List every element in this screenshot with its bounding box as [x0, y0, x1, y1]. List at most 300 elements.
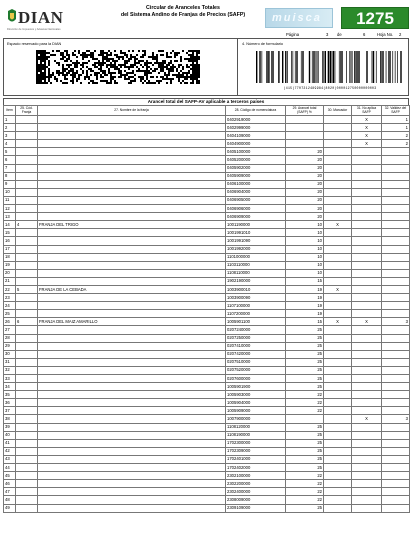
cell-arancel-total: 25	[286, 439, 324, 447]
cell-item: 11	[4, 196, 16, 204]
cell-validez	[382, 237, 410, 245]
cell-cod-franja	[16, 399, 38, 407]
cell-item: 25	[4, 310, 16, 318]
cell-no-aplica	[352, 237, 382, 245]
cell-item: 7	[4, 164, 16, 172]
cell-nombre-franja	[38, 261, 226, 269]
cell-codigo-nomenclatura: 1005909000	[226, 407, 286, 415]
cell-marcador	[324, 261, 352, 269]
cell-cod-franja	[16, 261, 38, 269]
cell-marcador	[324, 447, 352, 455]
cell-item: 12	[4, 205, 16, 213]
cell-validez: 2	[382, 132, 410, 140]
cell-item: 31	[4, 358, 16, 366]
cell-cod-franja	[16, 496, 38, 504]
cell-cod-franja	[16, 464, 38, 472]
cell-nombre-franja	[38, 383, 226, 391]
cell-cod-franja: 4	[16, 221, 38, 229]
cell-nombre-franja	[38, 245, 226, 253]
cell-marcador	[324, 156, 352, 164]
table-row	[4, 188, 410, 196]
cell-nombre-franja	[38, 164, 226, 172]
cell-validez	[382, 261, 410, 269]
table-row	[4, 358, 410, 366]
cell-cod-franja: 5	[16, 285, 38, 293]
cell-cod-franja	[16, 302, 38, 310]
cell-item: 47	[4, 488, 16, 496]
cell-arancel-total: 15	[286, 277, 324, 285]
cell-item: 19	[4, 261, 16, 269]
cell-no-aplica	[352, 496, 382, 504]
cell-codigo-nomenclatura: 1001991090	[226, 237, 286, 245]
table-row	[4, 375, 410, 383]
table-row	[4, 407, 410, 415]
table-row	[4, 350, 410, 358]
cell-codigo-nomenclatura: 0405909000	[226, 172, 286, 180]
header-arancel-total: 29. Arancel total (SAFP) %	[286, 106, 324, 116]
cell-codigo-nomenclatura: 1103110000	[226, 261, 286, 269]
cell-marcador: X	[324, 318, 352, 326]
cell-marcador	[324, 148, 352, 156]
cell-marcador	[324, 245, 352, 253]
cell-arancel-total: 20	[286, 148, 324, 156]
cell-cod-franja	[16, 423, 38, 431]
cell-validez	[382, 205, 410, 213]
table-row	[4, 383, 410, 391]
cell-marcador	[324, 172, 352, 180]
aranceles-table	[3, 105, 410, 513]
cell-codigo-nomenclatura: 0207520000	[226, 366, 286, 374]
cell-cod-franja	[16, 237, 38, 245]
cell-nombre-franja	[38, 439, 226, 447]
cell-nombre-franja	[38, 172, 226, 180]
cell-nombre-franja	[38, 350, 226, 358]
barcode-band	[3, 38, 409, 96]
cell-no-aplica	[352, 366, 382, 374]
cell-nombre-franja	[38, 302, 226, 310]
cell-item: 21	[4, 277, 16, 285]
cell-nombre-franja	[38, 140, 226, 148]
cell-item: 42	[4, 447, 16, 455]
cell-no-aplica	[352, 229, 382, 237]
logo-tagline: Dirección de Impuestos y Aduanas Nacionales	[7, 28, 61, 31]
cell-cod-franja	[16, 124, 38, 132]
cell-validez	[382, 358, 410, 366]
cell-arancel-total	[286, 124, 324, 132]
header-item: Item	[4, 106, 16, 116]
cell-nombre-franja	[38, 116, 226, 124]
pagina-label: Página	[286, 32, 300, 37]
cell-marcador: X	[324, 285, 352, 293]
cell-nombre-franja	[38, 423, 226, 431]
table-row	[4, 164, 410, 172]
cell-nombre-franja	[38, 464, 226, 472]
table-row	[4, 221, 410, 229]
cell-codigo-nomenclatura: 1702401000	[226, 455, 286, 463]
cell-no-aplica	[352, 302, 382, 310]
cell-validez	[382, 229, 410, 237]
cell-item: 28	[4, 334, 16, 342]
cell-item: 44	[4, 464, 16, 472]
cell-codigo-nomenclatura: 0207600000	[226, 375, 286, 383]
cell-nombre-franja	[38, 407, 226, 415]
cell-nombre-franja	[38, 124, 226, 132]
cell-arancel-total: 22	[286, 407, 324, 415]
cell-cod-franja	[16, 116, 38, 124]
cell-nombre-franja	[38, 132, 226, 140]
cell-marcador	[324, 472, 352, 480]
cell-cod-franja	[16, 415, 38, 423]
cell-codigo-nomenclatura: 0404109000	[226, 132, 286, 140]
cell-validez	[382, 423, 410, 431]
cell-item: 5	[4, 148, 16, 156]
cell-validez	[382, 294, 410, 302]
cell-item: 24	[4, 302, 16, 310]
table-row	[4, 172, 410, 180]
cell-arancel-total	[286, 415, 324, 423]
cell-codigo-nomenclatura: 1108120000	[226, 423, 286, 431]
cell-no-aplica	[352, 326, 382, 334]
cell-arancel-total: 10	[286, 269, 324, 277]
cell-validez: 1	[382, 116, 410, 124]
cell-arancel-total: 22	[286, 391, 324, 399]
cell-codigo-nomenclatura: 0406904000	[226, 188, 286, 196]
table-row	[4, 237, 410, 245]
cell-marcador	[324, 383, 352, 391]
header-cod-franja: 25. Cód. Franja	[16, 106, 38, 116]
cell-item: 49	[4, 504, 16, 512]
cell-no-aplica	[352, 391, 382, 399]
cell-codigo-nomenclatura: 0406100000	[226, 180, 286, 188]
cell-item: 33	[4, 375, 16, 383]
cell-validez	[382, 447, 410, 455]
cell-no-aplica	[352, 472, 382, 480]
table-title: Arancel total del SAFP-AV aplicable a terceros países	[3, 98, 409, 105]
cell-marcador	[324, 269, 352, 277]
cell-marcador	[324, 188, 352, 196]
cell-validez	[382, 464, 410, 472]
cell-cod-franja	[16, 334, 38, 342]
cell-codigo-nomenclatura: 1005903000	[226, 391, 286, 399]
cell-item: 9	[4, 180, 16, 188]
cell-no-aplica	[352, 423, 382, 431]
cell-marcador	[324, 415, 352, 423]
cell-arancel-total: 19	[286, 285, 324, 293]
cell-item: 46	[4, 480, 16, 488]
cell-item: 43	[4, 455, 16, 463]
barcode-number: (415)7707212489984(8020)000012750000000003	[283, 86, 377, 90]
table-row	[4, 285, 410, 293]
cell-item: 27	[4, 326, 16, 334]
cell-codigo-nomenclatura: 1007900000	[226, 415, 286, 423]
numero-formulario-label: 4. Número de formulario	[242, 42, 283, 46]
cell-marcador	[324, 488, 352, 496]
cell-validez	[382, 366, 410, 374]
cell-marcador	[324, 213, 352, 221]
cell-item: 48	[4, 496, 16, 504]
cell-codigo-nomenclatura: 1107200000	[226, 310, 286, 318]
cell-cod-franja	[16, 358, 38, 366]
cell-marcador	[324, 196, 352, 204]
cell-arancel-total: 25	[286, 431, 324, 439]
cell-marcador	[324, 407, 352, 415]
cell-item: 8	[4, 172, 16, 180]
cell-marcador	[324, 455, 352, 463]
cell-arancel-total: 19	[286, 302, 324, 310]
cell-validez	[382, 439, 410, 447]
cell-nombre-franja	[38, 375, 226, 383]
cell-cod-franja	[16, 140, 38, 148]
cell-item: 1	[4, 116, 16, 124]
cell-no-aplica	[352, 285, 382, 293]
cell-validez	[382, 285, 410, 293]
table-row	[4, 447, 410, 455]
table-row	[4, 196, 410, 204]
cell-codigo-nomenclatura: 0207420000	[226, 350, 286, 358]
cell-item: 13	[4, 213, 16, 221]
cell-validez	[382, 383, 410, 391]
table-row	[4, 180, 410, 188]
table-header-row	[4, 106, 410, 116]
cell-arancel-total: 10	[286, 261, 324, 269]
cell-codigo-nomenclatura: 0207250000	[226, 334, 286, 342]
cell-cod-franja	[16, 504, 38, 512]
cell-marcador	[324, 205, 352, 213]
cell-marcador	[324, 358, 352, 366]
cell-nombre-franja	[38, 188, 226, 196]
cell-codigo-nomenclatura: 1108190000	[226, 431, 286, 439]
cell-no-aplica	[352, 310, 382, 318]
cell-no-aplica	[352, 447, 382, 455]
table-row	[4, 391, 410, 399]
cell-no-aplica	[352, 480, 382, 488]
cell-arancel-total: 25	[286, 383, 324, 391]
cell-nombre-franja	[38, 366, 226, 374]
cell-marcador	[324, 253, 352, 261]
table-row	[4, 431, 410, 439]
table-row	[4, 116, 410, 124]
cell-nombre-franja	[38, 334, 226, 342]
cell-nombre-franja	[38, 472, 226, 480]
table-row	[4, 229, 410, 237]
table-row	[4, 415, 410, 423]
cell-nombre-franja	[38, 358, 226, 366]
table-row	[4, 124, 410, 132]
cell-arancel-total: 25	[286, 447, 324, 455]
table-row	[4, 213, 410, 221]
table-row	[4, 294, 410, 302]
cell-validez	[382, 245, 410, 253]
cell-arancel-total: 20	[286, 164, 324, 172]
table-row	[4, 269, 410, 277]
cell-arancel-total: 22	[286, 399, 324, 407]
cell-validez	[382, 164, 410, 172]
table-row	[4, 366, 410, 374]
cell-arancel-total: 20	[286, 213, 324, 221]
header-codigo-nomenclatura: 28. Código de nomenclatura	[226, 106, 286, 116]
cell-marcador	[324, 496, 352, 504]
cell-marcador	[324, 326, 352, 334]
cell-nombre-franja: FRANJA DEL MAIZ AMARILLO	[38, 318, 226, 326]
cell-validez	[382, 188, 410, 196]
cell-cod-franja	[16, 366, 38, 374]
cell-no-aplica: X	[352, 318, 382, 326]
cell-arancel-total: 25	[286, 350, 324, 358]
cell-item: 37	[4, 407, 16, 415]
cell-item: 15	[4, 229, 16, 237]
cell-nombre-franja	[38, 196, 226, 204]
cell-marcador	[324, 366, 352, 374]
cell-item: 45	[4, 472, 16, 480]
cell-validez: 3	[382, 415, 410, 423]
cell-validez	[382, 455, 410, 463]
cell-arancel-total: 25	[286, 455, 324, 463]
cell-codigo-nomenclatura: 1107100000	[226, 302, 286, 310]
cell-arancel-total: 22	[286, 488, 324, 496]
cell-marcador	[324, 164, 352, 172]
cell-cod-franja	[16, 245, 38, 253]
cell-item: 17	[4, 245, 16, 253]
cell-marcador	[324, 391, 352, 399]
cell-codigo-nomenclatura: 2302200000	[226, 480, 286, 488]
cell-marcador	[324, 431, 352, 439]
cell-arancel-total: 20	[286, 188, 324, 196]
cell-codigo-nomenclatura: 1702309000	[226, 447, 286, 455]
table-row	[4, 334, 410, 342]
table-row	[4, 472, 410, 480]
cell-marcador	[324, 480, 352, 488]
cell-codigo-nomenclatura: 2302100000	[226, 472, 286, 480]
cell-nombre-franja	[38, 488, 226, 496]
cell-cod-franja	[16, 407, 38, 415]
cell-validez	[382, 253, 410, 261]
cell-validez	[382, 213, 410, 221]
cell-item: 30	[4, 350, 16, 358]
cell-marcador	[324, 302, 352, 310]
cell-marcador	[324, 375, 352, 383]
cell-no-aplica	[352, 148, 382, 156]
table-row	[4, 261, 410, 269]
cell-no-aplica	[352, 205, 382, 213]
cell-nombre-franja	[38, 180, 226, 188]
cell-item: 20	[4, 269, 16, 277]
cell-arancel-total: 25	[286, 358, 324, 366]
table-row	[4, 488, 410, 496]
cell-item: 18	[4, 253, 16, 261]
cell-no-aplica	[352, 334, 382, 342]
table-row	[4, 205, 410, 213]
title-line-1: Circular de Aranceles Totales	[146, 5, 220, 11]
cell-no-aplica: X	[352, 140, 382, 148]
cell-validez: 1	[382, 124, 410, 132]
cell-validez	[382, 407, 410, 415]
cell-validez	[382, 399, 410, 407]
cell-codigo-nomenclatura: 1108110000	[226, 269, 286, 277]
cell-codigo-nomenclatura: 1003900010	[226, 285, 286, 293]
cell-arancel-total: 25	[286, 366, 324, 374]
cell-validez	[382, 342, 410, 350]
cell-cod-franja	[16, 180, 38, 188]
cell-validez: 2	[382, 140, 410, 148]
cell-marcador	[324, 464, 352, 472]
cell-codigo-nomenclatura: 1702402000	[226, 464, 286, 472]
cell-cod-franja	[16, 455, 38, 463]
cell-marcador	[324, 334, 352, 342]
cell-arancel-total: 22	[286, 496, 324, 504]
cell-item: 38	[4, 415, 16, 423]
cell-validez	[382, 156, 410, 164]
cell-validez	[382, 196, 410, 204]
de-label: de	[337, 32, 342, 37]
cell-item: 10	[4, 188, 16, 196]
cell-nombre-franja	[38, 213, 226, 221]
cell-no-aplica	[352, 488, 382, 496]
cell-cod-franja	[16, 188, 38, 196]
cell-validez	[382, 148, 410, 156]
cell-codigo-nomenclatura: 0405902000	[226, 164, 286, 172]
cell-cod-franja	[16, 342, 38, 350]
cell-cod-franja	[16, 205, 38, 213]
cell-codigo-nomenclatura: 0402919000	[226, 116, 286, 124]
cell-cod-franja	[16, 269, 38, 277]
cell-validez	[382, 375, 410, 383]
cell-codigo-nomenclatura: 1001992000	[226, 245, 286, 253]
cell-marcador: X	[324, 221, 352, 229]
pdf417-barcode-icon	[36, 50, 201, 84]
cell-codigo-nomenclatura: 0207240000	[226, 326, 286, 334]
cell-arancel-total: 10	[286, 229, 324, 237]
table-row	[4, 132, 410, 140]
cell-item: 16	[4, 237, 16, 245]
cell-codigo-nomenclatura: 1003900090	[226, 294, 286, 302]
cell-codigo-nomenclatura: 0406909000	[226, 213, 286, 221]
cell-cod-franja	[16, 480, 38, 488]
cell-no-aplica	[352, 399, 382, 407]
table-row	[4, 504, 410, 512]
table-row	[4, 464, 410, 472]
cell-arancel-total	[286, 140, 324, 148]
cell-item: 29	[4, 342, 16, 350]
cell-marcador	[324, 132, 352, 140]
table-row	[4, 148, 410, 156]
muisca-logo	[265, 8, 333, 28]
table-row	[4, 302, 410, 310]
cell-cod-franja	[16, 277, 38, 285]
cell-item: 36	[4, 399, 16, 407]
table-body	[4, 116, 410, 513]
cell-cod-franja	[16, 391, 38, 399]
cell-no-aplica	[352, 350, 382, 358]
cell-validez	[382, 431, 410, 439]
cell-arancel-total: 25	[286, 342, 324, 350]
cell-arancel-total	[286, 116, 324, 124]
table-row	[4, 480, 410, 488]
cell-codigo-nomenclatura: 0406905000	[226, 196, 286, 204]
cell-item: 40	[4, 431, 16, 439]
title-line-2: del Sistema Andino de Franjas de Precios (SAFP)	[120, 11, 246, 18]
cell-item: 3	[4, 132, 16, 140]
cell-codigo-nomenclatura: 0405200000	[226, 156, 286, 164]
cell-no-aplica: X	[352, 415, 382, 423]
cell-codigo-nomenclatura: 0402999000	[226, 124, 286, 132]
cell-validez	[382, 480, 410, 488]
form-number-badge: 1275	[341, 7, 409, 29]
cell-nombre-franja	[38, 431, 226, 439]
cell-no-aplica	[352, 439, 382, 447]
cell-codigo-nomenclatura: 1005901900	[226, 383, 286, 391]
cell-cod-franja	[16, 229, 38, 237]
cell-codigo-nomenclatura: 1902190000	[226, 277, 286, 285]
